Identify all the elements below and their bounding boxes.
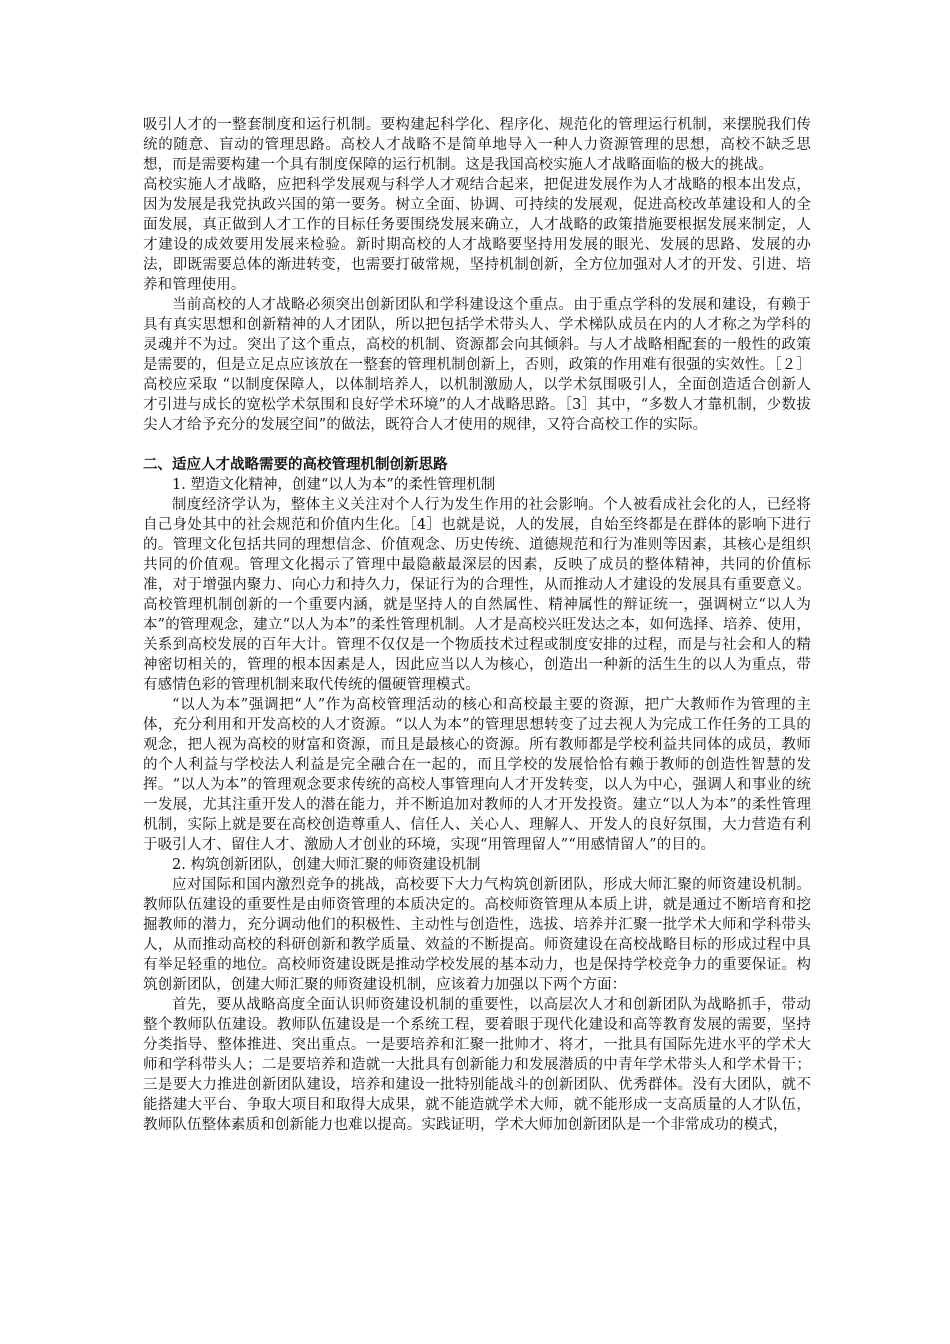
section-gap — [143, 435, 811, 455]
paragraph-5: “以人为本”强调把“人”作为高校管理活动的核心和高校最主要的资源，把广大教师作为管理的主体，充分利用和开发高校的人才资源。“以人为本”的管理思想转变了过去视人为完成工作任务的工具的观念，把人视为高校的财富和资源，而且是最核心的资源。所有教师都是学校利益共同体的成员，教师的个人利益与学校法人利益是完全融合在一起的，而且学校的发展恰恰有赖于教师的创造性智慧的发挥。“以人为本”的管理观念要求传统的高校人事管理向人才开发转变，以人为中心，强调人和事业的统一发展，尤其注重开发人的潜在能力，并不断追加对教师的人才开发投资。建立“以人为本”的柔性管理机制，实际上就是要在高校创造尊重人、信任人、关心人、理解人、开发人的良好氛围，大力营造有利于吸引人才、留住人才、激励人才创业的环境，实现“用管理留人”“用感情留人”的目的。 — [143, 697, 811, 853]
paragraph-7: 首先，要从战略高度全面认识师资建设机制的重要性，以高层次人才和创新团队为战略抓手，带动整个教师队伍建设。教师队伍建设是一个系统工程，要着眼于现代化建设和高等教育发展的需要，坚持分类指导、整体推进、突出重点。一是要培养和汇聚一批帅才、将才，一批具有国际先进水平的学术大师和学科带头人；二是要培养和造就一大批具有创新能力和发展潜质的中青年学术带头人和学术骨干；三是要大力推进创新团队建设，培养和建设一批特别能战斗的创新团队、优秀群体。没有大团队，就不能搭建大平台、争取大项目和取得大成果，就不能造就学术大师，就不能形成一支高质量的人才队伍，教师队伍整体素质和创新能力也难以提高。实践证明，学术大师加创新团队是一个非常成功的模式， — [143, 997, 811, 1133]
section-heading: 二、适应人才战略需要的高校管理机制创新思路 — [143, 457, 448, 473]
subsection-heading-2: 2. 构筑创新团队，创建大师汇聚的师资建设机制 — [172, 857, 481, 873]
paragraph-2: 高校实施人才战略，应把科学发展观与科学人才观结合起来，把促进发展作为人才战略的根本出发点，因为发展是我党执政兴国的第一要务。树立全面、协调、可持续的发展观，促进高校改革建设和人的全面发展，真正做到人才工作的目标任务要围绕发展来确立，人才战略的政策措施要根据发展来制定，人才建设的成效要用发展来检验。新时期高校的人才战略要坚持用发展的眼光、发展的思路、发展的办法，即既需要总体的渐进转变，也需要打破常规，坚持机制创新，全方位加强对人才的开发、引进、培养和管理使用。 — [143, 177, 811, 293]
subsection-heading-1: 1. 塑造文化精神，创建“以人为本”的柔性管理机制 — [172, 477, 496, 493]
paragraph-6: 应对国际和国内激烈竞争的挑战，高校要下大力气构筑创新团队，形成大师汇聚的师资建设机制。教师队伍建设的重要性是由师资管理的本质决定的。高校师资管理从本质上讲，就是通过不断培育和挖掘教师的潜力，充分调动他们的积极性、主动性与创造性，选拔、培养并汇聚一批学术大师和学科带头人，从而推动高校的科研创新和教学质量、效益的不断提高。师资建设在高校战略目标的形成过程中具有举足轻重的地位。高校师资建设既是推动学校发展的基本动力，也是保持学校竞争力的重要保证。构筑创新团队，创建大师汇聚的师资建设机制，应该着力加强以下两个方面： — [143, 877, 811, 993]
paragraph-3: 当前高校的人才战略必须突出创新团队和学科建设这个重点。由于重点学科的发展和建设，有赖于具有真实思想和创新精神的人才团队，所以把包括学术带头人、学术梯队成员在内的人才称之为学科的灵魂并不为过。突出了这个重点，高校的机制、资源都会向其倾斜。与人才战略相配套的一般性的政策是需要的，但是立足点应该放在一整套的管理机制创新上，否则，政策的作用难有很强的实效性。［２］高校应采取 “以制度保障人，以体制培养人，以机制激励人，以学术氛围吸引人，全面创造适合创新人才引进与成长的宽松学术氛围和良好学术环境”的人才战略思路。［3］其中，“多数人才靠机制，少数拔尖人才给予充分的发展空间”的做法，既符合人才使用的规律，又符合高校工作的实际。 — [143, 297, 811, 433]
paragraph-1: 吸引人才的一整套制度和运行机制。要构建起科学化、程序化、规范化的管理运行机制，来摆脱我们传统的随意、盲动的管理思路。高校人才战略不是简单地导入一种人力资源管理的思想，高校不缺乏思想，而是需要构建一个具有制度保障的运行机制。这是我国高校实施人才战略面临的极大的挑战。 — [143, 117, 811, 173]
document-page — [143, 115, 811, 1135]
paragraph-4: 制度经济学认为，整体主义关注对个人行为发生作用的社会影响。个人被看成社会化的人，已经将自己身处其中的社会规范和价值内生化。［4］也就是说，人的发展，自始至终都是在群体的影响下进行的。管理文化包括共同的理想信念、价值观念、历史传统、道德规范和行为准则等因素，其核心是组织共同的价值观。管理文化揭示了管理中最隐蔽最深层的因素，反映了成员的整体精神，共同的价值标准，对于增强内聚力、向心力和持久力，保证行为的合理性，从而推动人才建设的发展具有重要意义。高校管理机制创新的一个重要内涵，就是坚持人的自然属性、精神属性的辩证统一，强调树立“以人为本”的管理观念，建立“以人为本”的柔性管理机制。人才是高校兴旺发达之本，如何选择、培养、使用，关系到高校发展的百年大计。管理不仅仅是一个物质技术过程或制度安排的过程，而是与社会和人的精神密切相关的，管理的根本因素是人，因此应当以人为核心，创造出一种新的活生生的以人为重点，带有感情色彩的管理机制来取代传统的僵硬管理模式。 — [143, 497, 811, 693]
